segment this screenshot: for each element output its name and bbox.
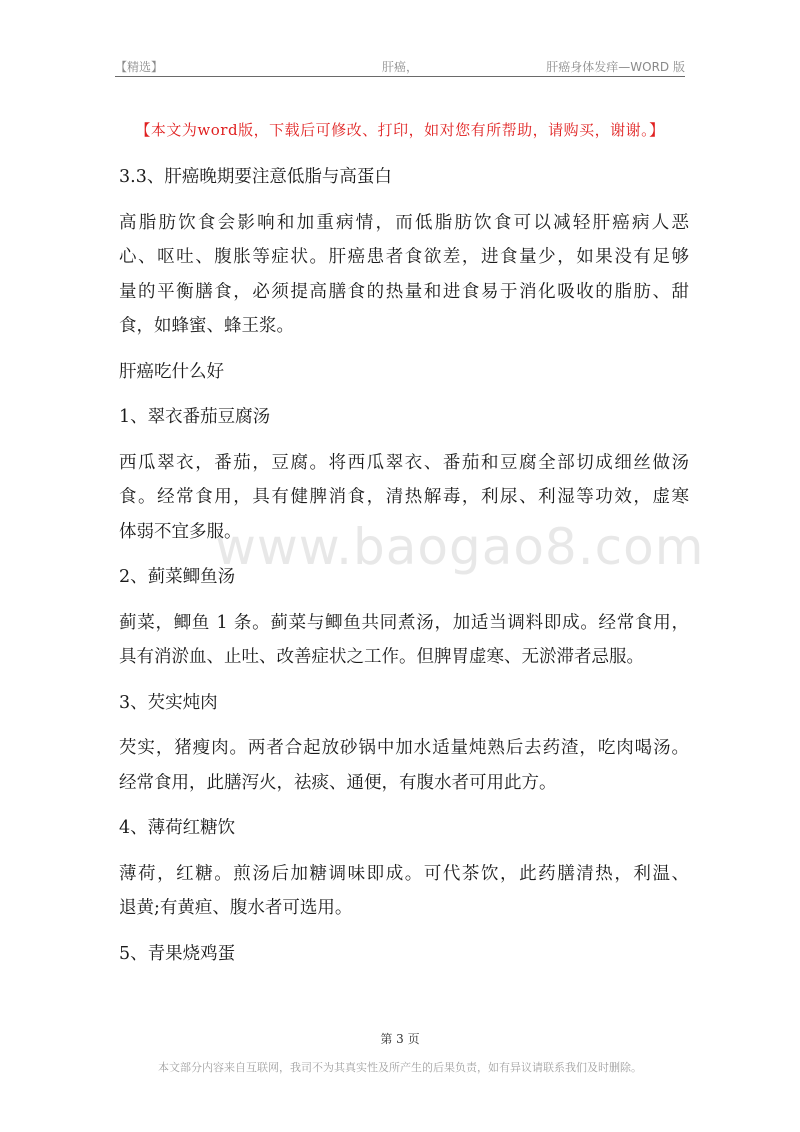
page-number: 第 3 页 <box>380 1032 420 1046</box>
text-line: 2、蓟菜鲫鱼汤 <box>119 567 236 587</box>
section-heading <box>119 937 689 972</box>
paragraph <box>119 731 689 800</box>
watermark: www.baogao8.com <box>215 518 705 576</box>
text-line: 体弱不宜多服。 <box>119 521 242 542</box>
text-line: 心、呕吐、腹胀等症状。肝癌患者食欲差，进食量少，如果没有足够 <box>119 247 689 267</box>
section-heading <box>119 560 689 595</box>
text-line: 高脂肪饮食会影响和加重病情，而低脂肪饮食可以减轻肝癌病人恶 <box>119 212 689 233</box>
text-line: 薄荷，红糖。煎汤后加糖调味即成。可代茶饮，此药膳清热，利温、 <box>119 863 689 884</box>
paragraph <box>119 446 689 550</box>
header-right-title: 肝癌身体发痒—WORD 版 <box>546 60 685 74</box>
header-divider <box>115 76 685 77</box>
footer-disclaimer: 本文部分内容来自互联网，我司不为其真实性及所产生的后果负责，如有异议请联系我们及时删除。 <box>158 1061 642 1074</box>
text-line: 5、青果烧鸡蛋 <box>119 943 236 964</box>
section-heading <box>119 400 689 435</box>
text-line: 具有消淤血、止吐、改善症状之工作。但脾胃虚寒、无淤滞者忌服。 <box>119 647 644 667</box>
header-center-title: 肝癌， <box>381 60 418 74</box>
text-line: 芡实，猪瘦肉。两者合起放砂锅中加水适量炖熟后去药渣，吃肉喝汤。 <box>119 738 689 758</box>
text-line: 食，如蜂蜜、蜂王浆。 <box>119 316 294 336</box>
paragraph <box>119 857 689 926</box>
text-line: 肝癌吃什么好 <box>119 361 224 382</box>
text-line: 退黄;有黄疸、腹水者可选用。 <box>119 898 353 918</box>
text-line: 3.3、肝癌晚期要注意低脂与高蛋白 <box>119 167 392 187</box>
text-line: 4、薄荷红糖饮 <box>119 818 236 838</box>
paragraph <box>119 206 689 344</box>
section-heading <box>119 686 689 721</box>
page-header <box>115 56 685 76</box>
text-line: 1、翠衣番茄豆腐汤 <box>119 407 271 427</box>
text-line: 3、芡实炖肉 <box>119 692 218 713</box>
purchase-notice: 【本文为word版，下载后可修改、打印，如对您有所帮助，请购买，谢谢。】 <box>135 121 665 139</box>
text-line: 经常食用，此膳泻火，祛痰、通便，有腹水者可用此方。 <box>119 772 557 793</box>
header-left-label: 【精选】 <box>115 60 164 74</box>
paragraph <box>119 606 689 675</box>
text-line: 量的平衡膳食，必须提高膳食的热量和进食易于消化吸收的脂肪、甜 <box>119 281 689 302</box>
text-line: 食。经常食用，具有健脾消食，清热解毒，利尿、利湿等功效，虚寒 <box>119 487 689 507</box>
text-line: 西瓜翠衣，番茄，豆腐。将西瓜翠衣、番茄和豆腐全部切成细丝做汤 <box>119 452 689 473</box>
section-heading <box>119 160 689 195</box>
section-heading <box>119 811 689 846</box>
section-heading <box>119 355 689 390</box>
document-body <box>119 160 689 971</box>
text-line: 蓟菜，鲫鱼 1 条。蓟菜与鲫鱼共同煮汤，加适当调料即成。经常食用， <box>119 612 689 633</box>
